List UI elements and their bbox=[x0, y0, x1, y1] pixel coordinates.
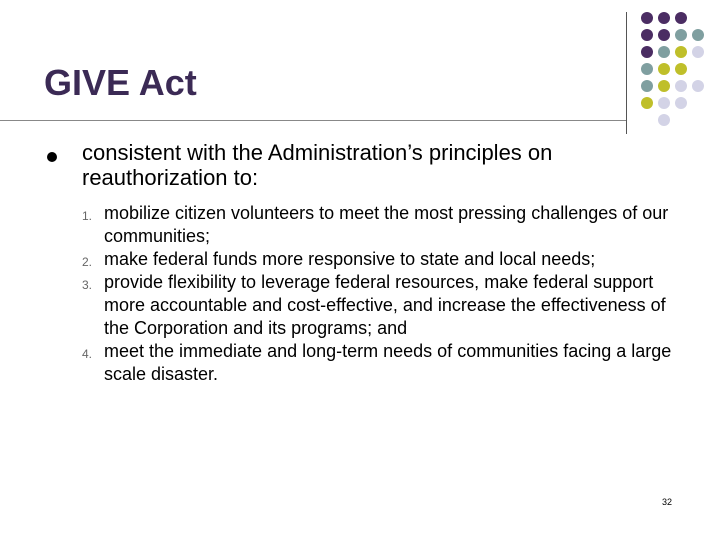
grid-dot bbox=[675, 80, 687, 92]
slide-title: GIVE Act bbox=[44, 62, 197, 103]
grid-dot bbox=[641, 12, 653, 24]
grid-dot bbox=[641, 63, 653, 75]
list-item-text: provide flexibility to leverage federal resources, make federal support more accountable and cost-effective, and increase the effectiveness of the Corporation and its programs; and bbox=[104, 272, 666, 338]
grid-dot bbox=[641, 46, 653, 58]
list-item-number: 2. bbox=[81, 255, 92, 269]
title-divider bbox=[0, 120, 626, 121]
list-item-number: 1. bbox=[81, 209, 92, 223]
list-item bbox=[64, 340, 674, 386]
grid-dot bbox=[675, 46, 687, 58]
grid-dot bbox=[658, 63, 670, 75]
grid-dot bbox=[658, 12, 670, 24]
list-item-text: meet the immediate and long-term needs of communities facing a large scale disaster. bbox=[104, 341, 672, 384]
numbered-list bbox=[64, 202, 674, 386]
list-item bbox=[64, 202, 674, 248]
grid-dot bbox=[675, 29, 687, 41]
grid-dot bbox=[658, 46, 670, 58]
grid-dot bbox=[658, 114, 670, 126]
grid-dot bbox=[658, 80, 670, 92]
grid-dot bbox=[675, 12, 687, 24]
grid-dot bbox=[675, 97, 687, 109]
main-bullet-text: consistent with the Administration’s principles on reauthorization to: bbox=[82, 140, 553, 190]
list-item-number: 4. bbox=[81, 347, 92, 361]
grid-dot bbox=[641, 80, 653, 92]
list-item bbox=[64, 271, 674, 340]
vertical-divider bbox=[626, 12, 627, 134]
list-item bbox=[64, 248, 674, 271]
grid-dot bbox=[658, 29, 670, 41]
page-number: 32 bbox=[662, 497, 673, 507]
grid-dot bbox=[658, 97, 670, 109]
list-item-number: 3. bbox=[81, 278, 92, 292]
grid-dot bbox=[641, 29, 653, 41]
grid-dot bbox=[692, 29, 704, 41]
list-item-text: mobilize citizen volunteers to meet the most pressing challenges of our communities; bbox=[104, 203, 669, 246]
list-item-text: make federal funds more responsive to state and local needs; bbox=[104, 249, 596, 269]
grid-dot bbox=[692, 46, 704, 58]
grid-dot bbox=[675, 63, 687, 75]
bullet-dot-icon bbox=[47, 152, 57, 162]
grid-dot bbox=[641, 97, 653, 109]
grid-dot bbox=[692, 80, 704, 92]
